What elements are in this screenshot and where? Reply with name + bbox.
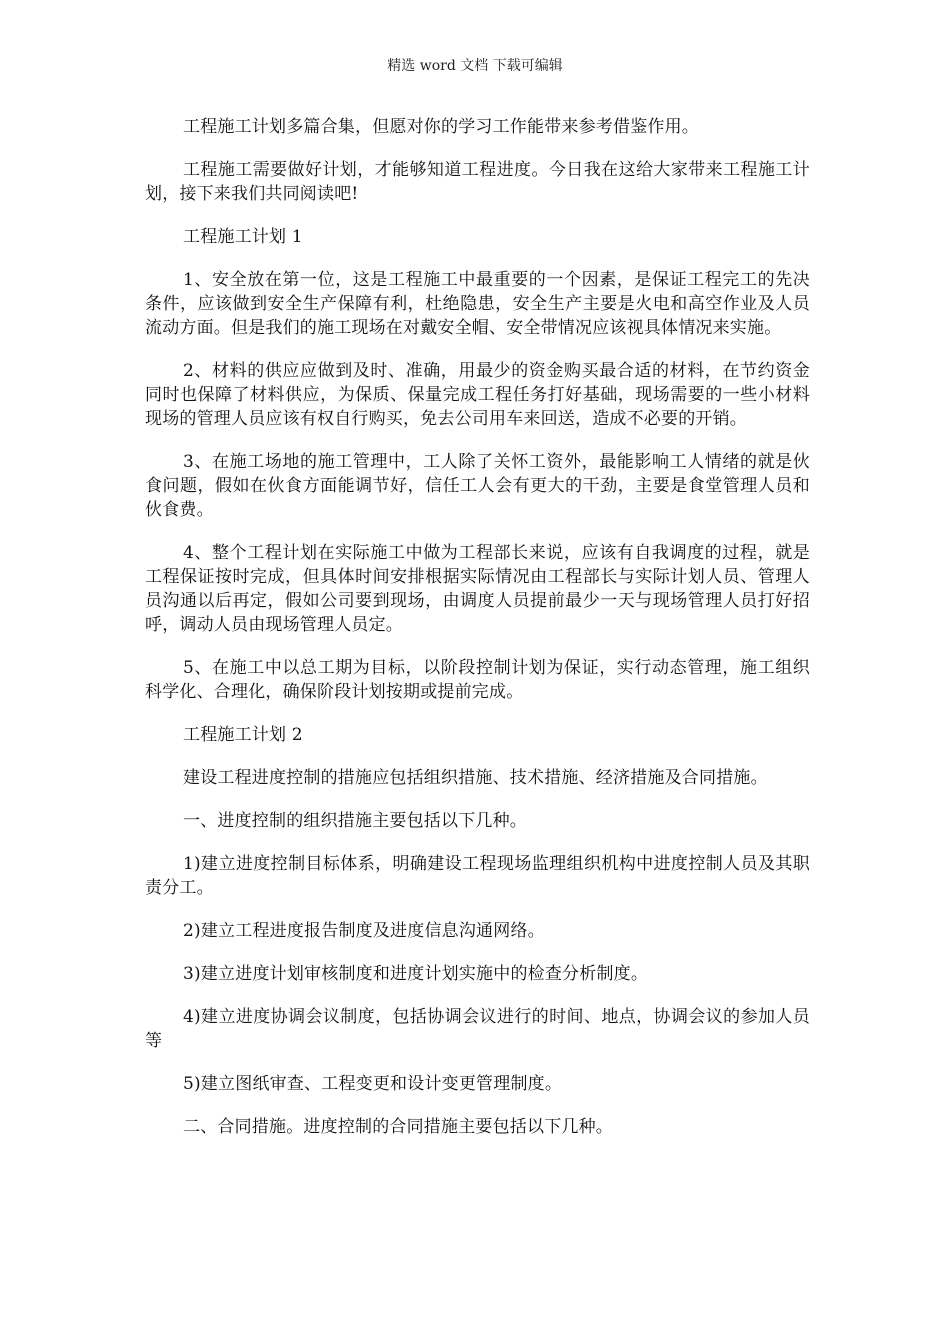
body-paragraph: 1、安全放在第一位，这是工程施工中最重要的一个因素，是保证工程完工的先决条件，应该做到安全生产保障有利，杜绝隐患，安全生产主要是火电和高空作业及人员流动方面。但是我们的施工现场在对戴安全帽、安全带情况应该视具体情况来实施。 — [145, 270, 810, 338]
body-paragraph: 建设工程进度控制的措施应包括组织措施、技术措施、经济措施及合同措施。 — [183, 768, 768, 788]
list-item: 3)建立进度计划审核制度和进度计划实施中的检查分析制度。 — [183, 964, 649, 984]
page-header: 精选 word 文档 下载可编辑 — [387, 58, 563, 74]
list-item: 2)建立工程进度报告制度及进度信息沟通网络。 — [183, 921, 545, 941]
section-heading: 工程施工计划 1 — [183, 227, 303, 247]
body-paragraph: 4、整个工程计划在实际施工中做为工程部长来说，应该有自我调度的过程，就是工程保证按时完成，但具体时间安排根据实际情况由工程部长与实际计划人员、管理人员沟通以后再定，假如公司要到现场，由调度人员提前最少一天与现场管理人员打好招呼，调动人员由现场管理人员定。 — [145, 543, 810, 635]
body-paragraph: 一、进度控制的组织措施主要包括以下几种。 — [183, 811, 527, 831]
body-paragraph: 3、在施工场地的施工管理中，工人除了关怀工资外，最能影响工人情绪的就是伙食问题，假如在伙食方面能调节好，信任工人会有更大的干劲，主要是食堂管理人员和伙食费。 — [145, 452, 810, 520]
list-item: 4)建立进度协调会议制度，包括协调会议进行的时间、地点，协调会议的参加人员等 — [145, 1007, 810, 1051]
body-paragraph: 2、材料的供应应做到及时、准确，用最少的资金购买最合适的材料，在节约资金同时也保障了材料供应，为保质、保量完成工程任务打好基础，现场需要的一些小材料现场的管理人员应该有权自行购买，免去公司用车来回送，造成不必要的开销。 — [145, 361, 810, 429]
list-item: 5)建立图纸审查、工程变更和设计变更管理制度。 — [183, 1074, 563, 1094]
intro-paragraph: 工程施工计划多篇合集，但愿对你的学习工作能带来参考借鉴作用。 — [183, 117, 699, 137]
intro-paragraph: 工程施工需要做好计划，才能够知道工程进度。今日我在这给大家带来工程施工计划，接下来我们共同阅读吧! — [145, 160, 810, 204]
body-paragraph: 二、合同措施。进度控制的合同措施主要包括以下几种。 — [183, 1117, 613, 1137]
body-paragraph: 5、在施工中以总工期为目标，以阶段控制计划为保证，实行动态管理，施工组织科学化、合理化，确保阶段计划按期或提前完成。 — [145, 658, 810, 702]
section-heading: 工程施工计划 2 — [183, 725, 303, 745]
document-body — [145, 115, 810, 1158]
list-item: 1)建立进度控制目标体系，明确建设工程现场监理组织机构中进度控制人员及其职责分工。 — [145, 854, 810, 898]
